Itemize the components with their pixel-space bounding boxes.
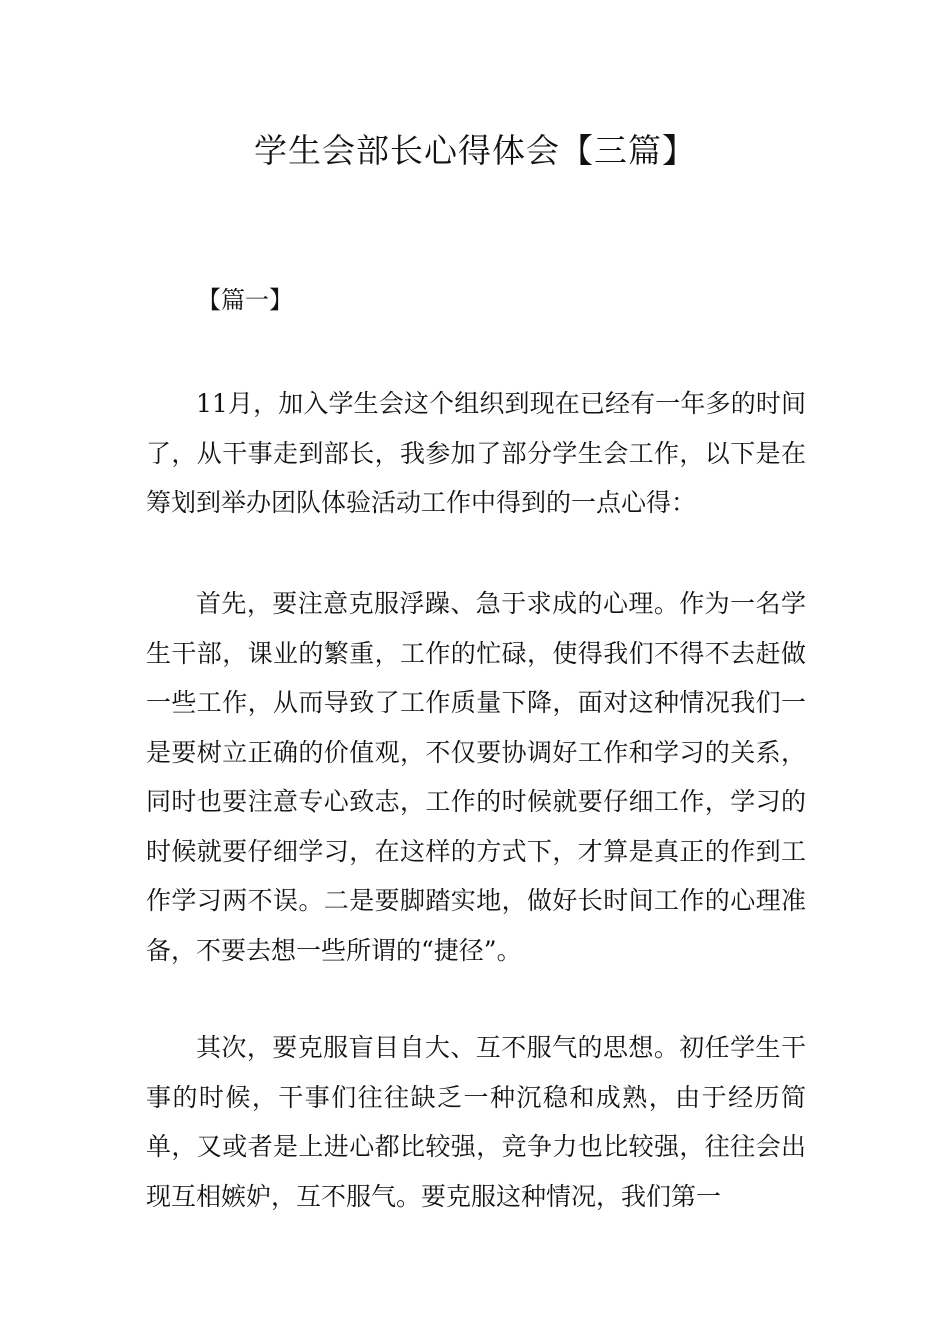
document-title: 学生会部长心得体会【三篇】 bbox=[254, 131, 696, 170]
paragraph: 11月，加入学生会这个组织到现在已经有一年多的时间了，从干事走到部长，我参加了部分学生会工作，以下是在筹划到举办团队体验活动工作中得到的一点心得： bbox=[146, 389, 806, 517]
paragraph: 其次，要克服盲目自大、互不服气的思想。初任学生干事的时候，干事们往往缺乏一种沉稳和成熟，由于经历简单，又或者是上进心都比较强，竞争力也比较强，往往会出现互相嫉妒，互不服气。要克服这种情况，我们第一 bbox=[146, 1033, 806, 1211]
section-label: 【篇一】 bbox=[197, 286, 293, 314]
paragraph: 首先，要注意克服浮躁、急于求成的心理。作为一名学生干部，课业的繁重，工作的忙碌，使得我们不得不去赶做一些工作，从而导致了工作质量下降，面对这种情况我们一是要树立正确的价值观，不仅要协调好工作和学习的关系，同时也要注意专心致志，工作的时候就要仔细工作，学习的时候就要仔细学习，在这样的方式下，才算是真正的作到工作学习两不误。二是要脚踏实地，做好长时间工作的心理准备，不要去想一些所谓的“捷径”。 bbox=[146, 589, 806, 965]
